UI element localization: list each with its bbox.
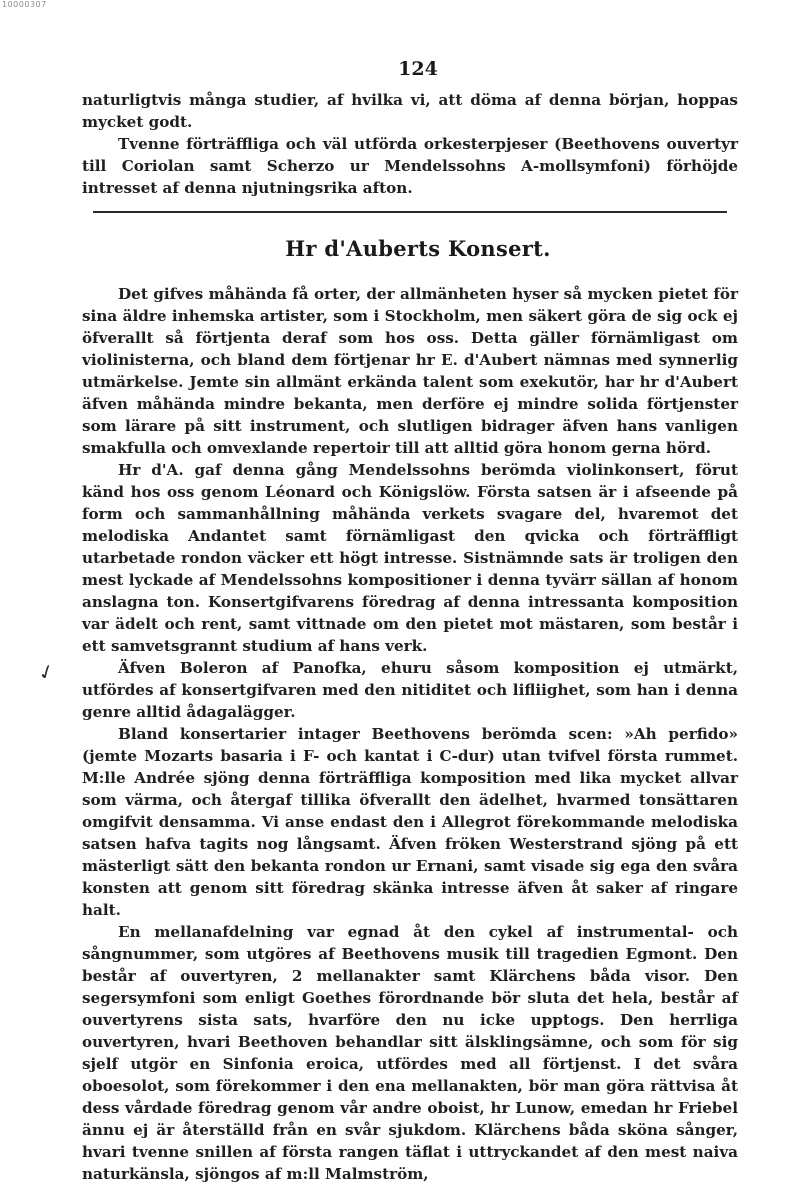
article-paragraph: Äfven Boleron af Panofka, ehuru såsom komposition ej utmärkt, utfördes af konsertgifvaren med den nitiditet och lifliighet, som han i denna genre alltid ådagalägger. <box>82 659 738 721</box>
article-paragraph: Bland konsertarier intager Beethovens berömda scen: »Ah perfido» (jemte Mozarts basaria i F- och kantat i C-dur) utan tvifvel första rummet. M:lle Andrée sjöng denna förträffliga komposition med lika mycket allvar som värma, och återgaf tillika öfverallt den ädelhet, hvarmed tonsättaren omgifvit densamma. Vi anse endast den i Allegrot förekommande melodiska satsen hafva tagits nog långsamt. Äfven fröken Westerstrand sjöng på ett mästerligt sätt den bekanta rondon ur Ernani, samt visade sig ega den svåra konsten att genom sitt föredrag skänka intresse äfven åt saker af ringare halt. <box>82 725 738 919</box>
section-divider <box>93 211 727 213</box>
intro-paragraph: naturligtvis många studier, af hvilka vi, att döma af denna början, hoppas mycket godt. <box>82 91 738 131</box>
article-body <box>82 283 738 1185</box>
intro-text <box>82 89 738 199</box>
page-number: 124 <box>398 58 438 80</box>
article-paragraph: En mellanafdelning var egnad åt den cykel af instrumental- och sångnummer, som utgöres af Beethovens musik till tragedien Egmont. Den består af ouvertyren, 2 mellanakter samt Klärchens båda visor. Den segersymfoni som enligt Goethes förordnande bör sluta det hela, består af ouvertyrens sista sats, hvarföre den nu icke upptogs. Den herrliga ouvertyren, hvari Beethoven behandlar sitt älsklingsämne, och som för sig sjelf utgör en Sinfonia eroica, utfördes med all förtjenst. I det svåra oboesolot, som förekommer i den ena mellanakten, bör man göra rättvisa åt dess vårdade föredrag genom vår andre oboist, hr Lunow, emedan hr Friebel ännu ej är återställd från en svår sjukdom. Klärchens båda sköna sånger, hvari tvenne snillen af första rangen täflat i uttryckandet af den mest naiva naturkänsla, sjöngos af m:ll Malmström, <box>82 923 738 1183</box>
archive-stamp: 10000307 <box>2 0 47 9</box>
section-heading: Hr d'Auberts Konsert. <box>285 236 551 261</box>
intro-paragraph: Tvenne förträffliga och väl utförda orkesterpjeser (Beethovens ouvertyr till Coriolan samt Scherzo ur Mendelssohns A-mollsymfoni) förhöjde intresset af denna njutningsrika afton. <box>82 135 738 197</box>
article-paragraph: Hr d'A. gaf denna gång Mendelssohns berömda violinkonsert, förut känd hos oss genom Léonard och Königslöw. Första satsen är i afseende på form och sammanhållning måhända verkets svagare del, hvaremot det melodiska Andantet samt förnämligast den qvicka och förträffligt utarbetade rondon väcker ett högt intresse. Sistnämnde sats är troligen den mest lyckade af Mendelssohns kompositioner i denna tyvärr sällan af honom anslagna ton. Konsertgifvarens föredrag af denna intressanta komposition var ädelt och rent, samt vittnade om den pietet mot mästaren, som består i ett samvetsgrannt studium af hans verk. <box>82 461 738 655</box>
margin-pencil-mark: ✓ <box>34 657 59 687</box>
article-paragraph: Det gifves måhända få orter, der allmänheten hyser så mycken pietet för sina äldre inhemska artister, som i Stockholm, men säkert göra de sig ock ej öfverallt så förtjenta deraf som hos oss. Detta gäller förnämligast om violinisterna, och bland dem förtjenar hr E. d'Aubert nämnas med synnerlig utmärkelse. Jemte sin allmänt erkända talent som exekutör, har hr d'Aubert äfven måhända mindre bekanta, men derföre ej mindre solida förtjenster som lärare på sitt instrument, och slutligen bidrager äfven hans vanligen smakfulla och omvexlande repertoir till att alltid göra honom gerna hörd. <box>82 285 738 457</box>
